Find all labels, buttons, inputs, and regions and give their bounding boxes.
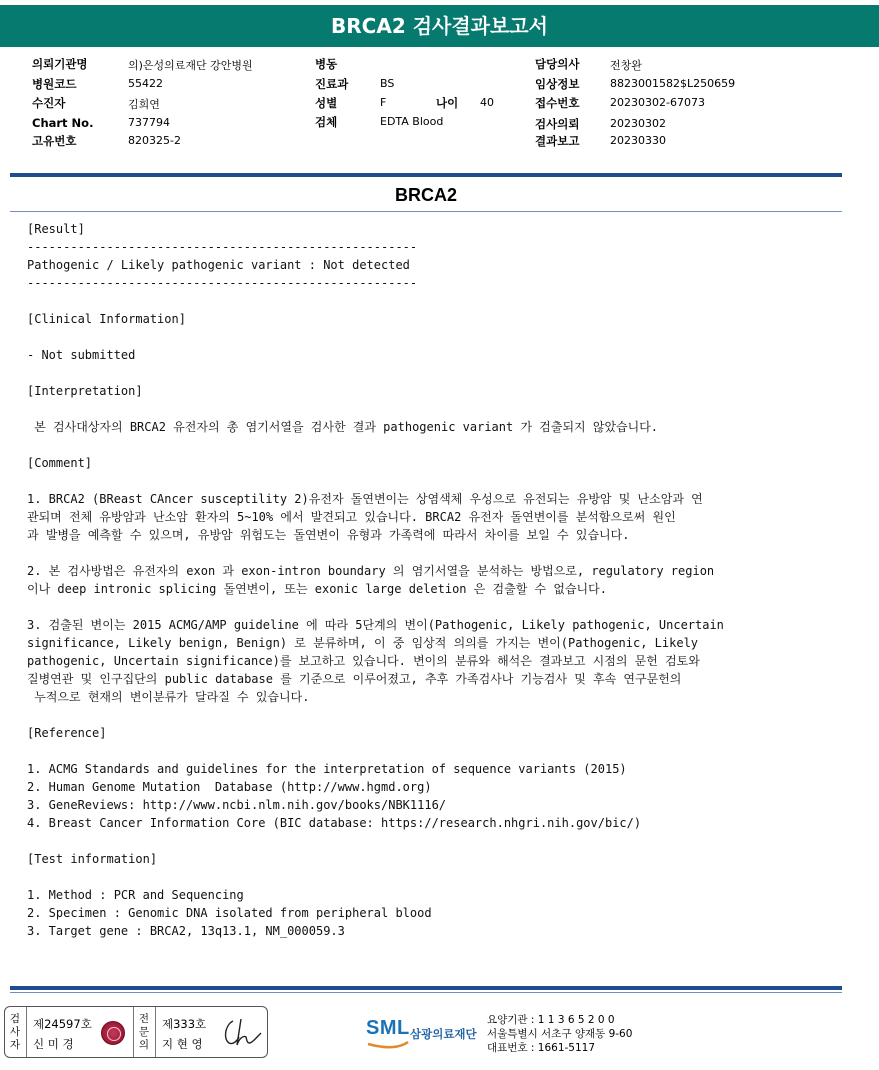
signature-box	[4, 1006, 268, 1058]
report-body-line: 1. BRCA2 (BReast CAncer susceptility 2)유전자 돌연변이는 상염색체 우성으로 유전되는 유방암 및 난소암과 연	[27, 492, 703, 506]
signature-divider	[26, 1007, 27, 1057]
hospital-code-label: 병원코드	[32, 77, 77, 91]
sex-label: 성별	[315, 96, 338, 110]
report-body-line	[27, 742, 827, 760]
unique-no-label: 고유번호	[32, 134, 77, 148]
report-date-value: 20230330	[610, 134, 666, 147]
signature-divider	[155, 1007, 156, 1057]
sex-value: F	[380, 96, 387, 109]
contact-info	[487, 1013, 632, 1055]
report-body-line: 관되며 전체 유방암과 난소암 환자의 5~10% 에서 발견되고 있습니다. BRCA2 유전자 돌연변이를 분석함으로써 원인	[27, 510, 676, 524]
seal-stamp-icon	[101, 1021, 125, 1045]
report-body-line	[27, 706, 827, 724]
age-label: 나이	[436, 96, 459, 110]
report-body-line: 3. 검출된 변이는 2015 ACMG/AMP guideline 에 따라 5단계의 변이(Pathogenic, Likely pathogenic, Uncertain	[27, 618, 724, 632]
request-date-value: 20230302	[610, 117, 666, 130]
report-body-line: [Test information]	[27, 852, 158, 866]
hospital-name-value: 의)은성의료재단 강안병원	[128, 59, 253, 72]
chart-no-label: Chart No.	[32, 116, 94, 130]
patient-name-label: 수진자	[32, 96, 66, 110]
footer-top-rule	[10, 986, 842, 990]
report-body-line	[27, 544, 827, 562]
receipt-no-label: 접수번호	[535, 96, 580, 110]
report-body-line: Pathogenic / Likely pathogenic variant : Not detected	[27, 258, 410, 272]
tester-license: 제24597호	[33, 1017, 92, 1031]
signature-icon	[219, 1015, 263, 1051]
hospital-code-value: 55422	[128, 77, 163, 90]
report-body-line: - Not submitted	[27, 348, 136, 362]
department-value: BS	[380, 77, 395, 90]
report-body-line	[27, 598, 827, 616]
report-body-line	[27, 364, 827, 382]
sml-logo-text: SML	[366, 1017, 410, 1039]
report-body-line	[27, 400, 827, 418]
report-body-line: 2. Specimen : Genomic DNA isolated from peripheral blood	[27, 906, 432, 920]
report-body-line: 누적으로 현재의 변이분류가 달라질 수 있습니다.	[27, 690, 310, 704]
footer-thin-rule	[10, 992, 842, 993]
report-body-line: 2. 본 검사방법은 유전자의 exon 과 exon-intron boundary 의 염기서열을 분석하는 방법으로, regulatory region	[27, 564, 715, 578]
request-date-label: 검사의뢰	[535, 117, 580, 131]
report-body-line: 2. Human Genome Mutation Database (http://www.hgmd.org)	[27, 780, 432, 794]
report-body-line: 3. Target gene : BRCA2, 13q13.1, NM_000059.3	[27, 924, 345, 938]
report-body-line	[27, 832, 827, 850]
report-body-line: 질병연관 및 인구집단의 public database 를 기준으로 이루어졌고, 추후 가족검사나 기능검사 및 후속 연구문헌의	[27, 672, 682, 686]
age-value: 40	[480, 96, 494, 109]
report-body-line: 1. ACMG Standards and guidelines for the interpretation of sequence variants (2015)	[27, 762, 627, 776]
reviewer-label: 전문의	[138, 1013, 150, 1051]
contact-line: 서울특별시 서초구 양재동 9-60	[487, 1028, 633, 1040]
tester-name: 신 미 경	[33, 1037, 74, 1051]
report-title: BRCA2 검사결과보고서	[0, 5, 879, 47]
chart-no-value: 737794	[128, 116, 170, 129]
report-body-line: 이나 deep intronic splicing 돌연변이, 또는 exonic large deletion 은 검출할 수 없습니다.	[27, 582, 607, 596]
unique-no-value: 820325-2	[128, 134, 181, 147]
report-body-line: pathogenic, Uncertain significance)를 보고하고 있습니다. 변이의 분류와 해석은 결과보고 시점의 문헌 검토와	[27, 654, 700, 668]
report-body-line: significance, Likely benign, Benign) 로 분류하며, 이 중 임상적 의의를 가지는 변이(Pathogenic, Likely	[27, 636, 699, 650]
clinical-info-value: 8823001582$L250659	[610, 77, 736, 90]
physician-label: 담당의사	[535, 57, 580, 71]
contact-line: 요양기관 : 1 1 3 6 5 2 0 0	[487, 1014, 615, 1026]
receipt-no-value: 20230302-67073	[610, 96, 705, 109]
section-title: BRCA2	[394, 185, 457, 205]
signature-divider	[133, 1007, 134, 1057]
specimen-label: 검체	[315, 115, 338, 129]
ward-label: 병동	[315, 57, 338, 71]
report-body-line: [Comment]	[27, 456, 93, 470]
reviewer-name: 지 현 영	[162, 1037, 203, 1051]
report-body-line: [Interpretation]	[27, 384, 143, 398]
report-body-line: [Clinical Information]	[27, 312, 186, 326]
report-body	[27, 220, 827, 940]
report-body-line: 1. Method : PCR and Sequencing	[27, 888, 244, 902]
report-body-line	[27, 868, 827, 886]
specimen-value: EDTA Blood	[380, 115, 444, 128]
physician-value: 전창완	[610, 59, 642, 72]
report-body-line	[27, 436, 827, 454]
report-body-line: 본 검사대상자의 BRCA2 유전자의 총 염기서열을 검사한 결과 pathogenic variant 가 검출되지 않았습니다.	[27, 420, 659, 434]
organization-name: 삼광의료재단	[410, 1027, 477, 1041]
clinical-info-label: 임상정보	[535, 77, 580, 91]
report-body-line: 과 발병을 예측할 수 있으며, 유방암 위험도는 돌연변이 유형과 가족력에 따라서 차이를 보일 수 있습니다.	[27, 528, 630, 542]
patient-info-panel	[32, 56, 852, 152]
report-date-label: 결과보고	[535, 134, 580, 148]
tester-label: 검사자	[9, 1013, 21, 1051]
report-body-line: [Result]	[27, 222, 85, 236]
report-body-line: [Reference]	[27, 726, 107, 740]
patient-name-value: 김희연	[128, 98, 160, 111]
report-body-line	[27, 292, 827, 310]
report-body-line: ------------------------------------------------------	[27, 240, 418, 254]
report-body-line	[27, 472, 827, 490]
section-title-rule	[10, 211, 842, 212]
hospital-name-label: 의뢰기관명	[32, 57, 88, 71]
report-body-line: 3. GeneReviews: http://www.ncbi.nlm.nih.gov/books/NBK1116/	[27, 798, 447, 812]
report-body-line: ------------------------------------------------------	[27, 276, 418, 290]
section-top-rule	[10, 173, 842, 177]
report-body-line	[27, 328, 827, 346]
department-label: 진료과	[315, 77, 349, 91]
contact-line: 대표번호 : 1661-5117	[487, 1042, 596, 1054]
report-body-line: 4. Breast Cancer Information Core (BIC database: https://research.nhgri.nih.gov/bic/)	[27, 816, 642, 830]
reviewer-license: 제333호	[162, 1017, 207, 1031]
